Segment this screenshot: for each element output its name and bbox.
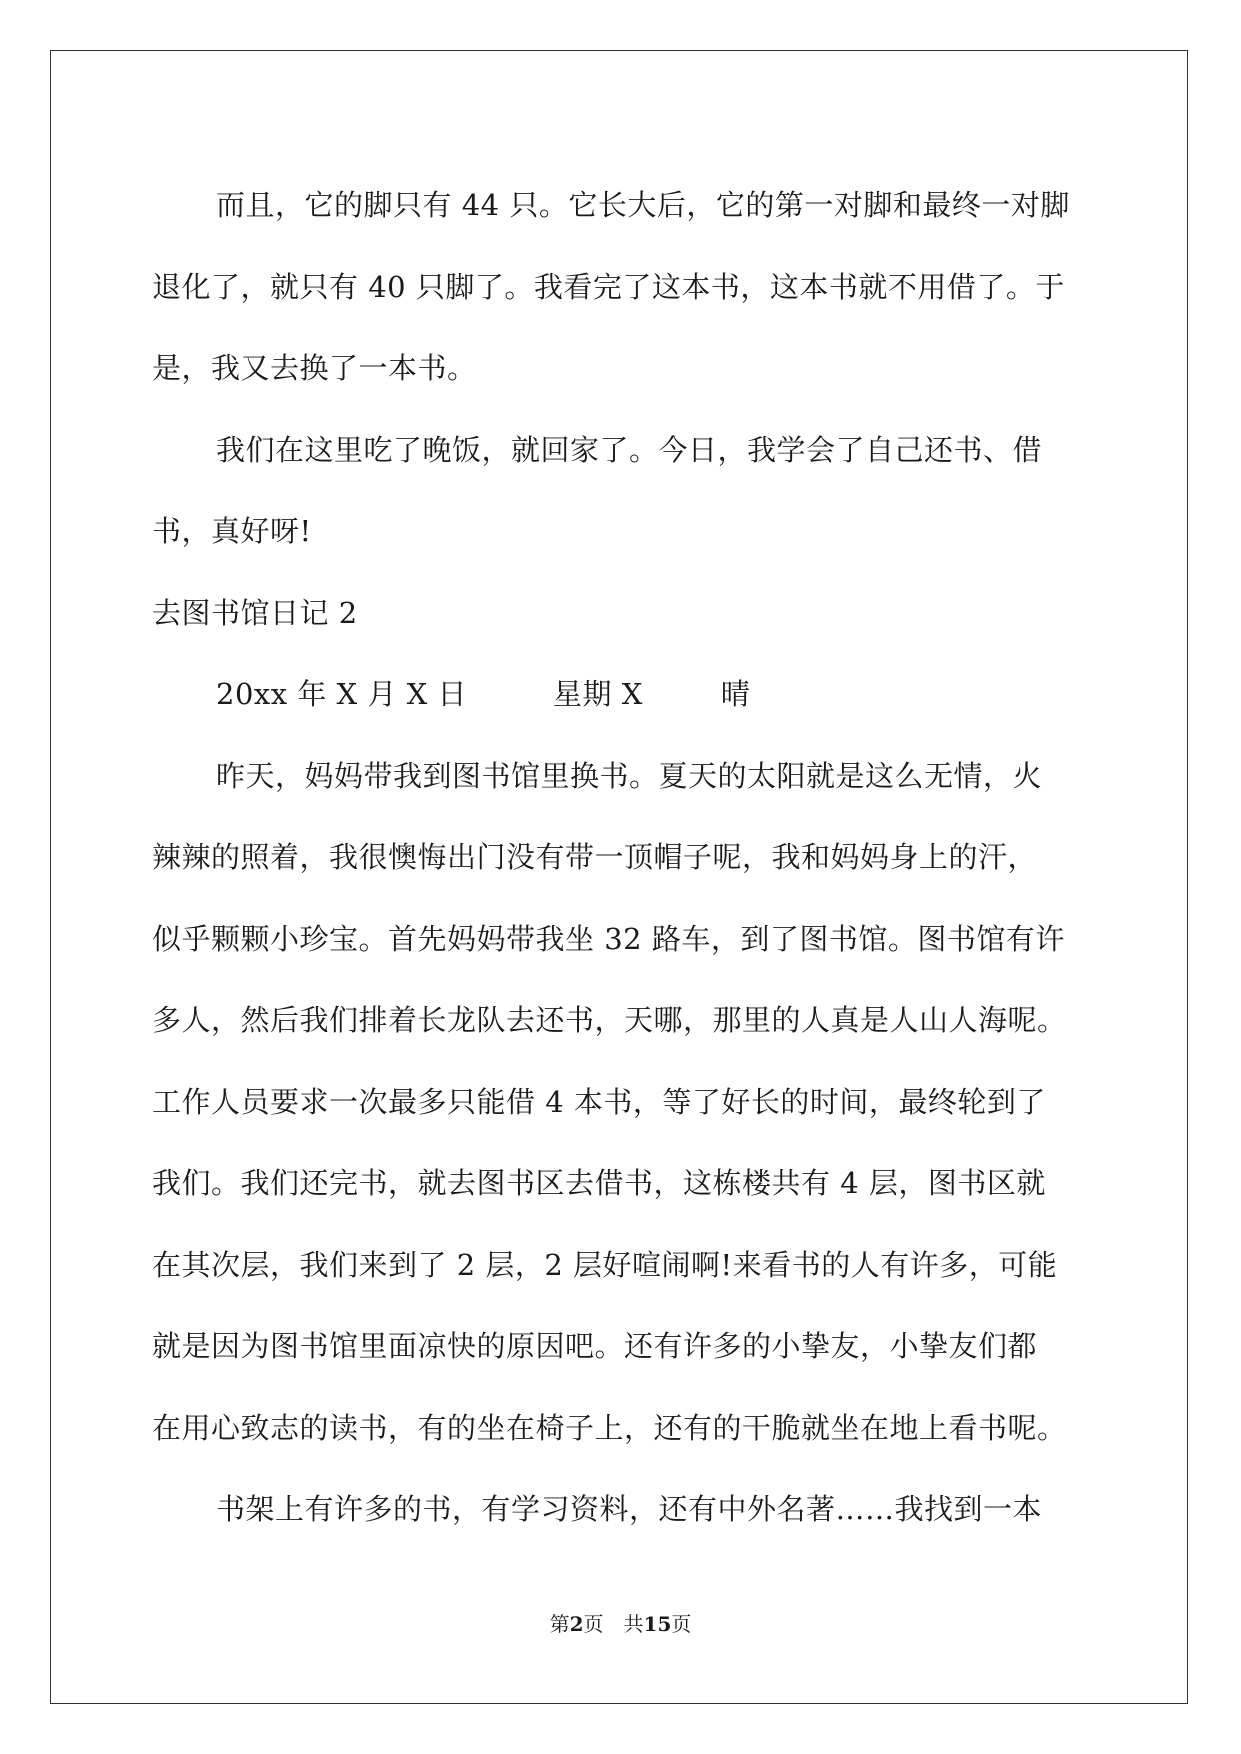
text-line: 而且，它的脚只有 44 只。它长大后，它的第一对脚和最终一对脚 xyxy=(216,188,1070,222)
text-line: 书架上有许多的书，有学习资料，还有中外名著……我找到一本 xyxy=(216,1492,1043,1526)
footer-middle: 页 共 xyxy=(583,1612,644,1636)
total-page-number: 15 xyxy=(643,1612,672,1636)
text-line: 昨天，妈妈带我到图书馆里换书。夏天的太阳就是这么无情，火 xyxy=(216,758,1043,793)
date-line xyxy=(152,654,1112,736)
weather-text: 晴 xyxy=(720,677,751,711)
text-line: 多人，然后我们排着长龙队去还书，天哪，那里的人真是人山人海呢。 xyxy=(152,1003,1067,1037)
text-line: 工作人员要求一次最多只能借 4 本书，等了好长的时间，最终轮到了 xyxy=(152,1084,1046,1119)
text-line: 退化了，就只有 40 只脚了。我看完了这本书，这本书就不用借了。于 xyxy=(152,269,1065,304)
footer-suffix: 页 xyxy=(671,1612,692,1636)
section-heading: 去图书馆日记 2 xyxy=(152,595,358,630)
text-line: 辣辣的照着，我很懊悔出门没有带一顶帽子呢，我和妈妈身上的汗， xyxy=(152,840,1038,874)
text-line: 在其次层，我们来到了 2 层，2 层好喧闹啊!来看书的人有许多，可能 xyxy=(152,1247,1058,1282)
text-line: 似乎颗颗小珍宝。首先妈妈带我坐 32 路车，到了图书馆。图书馆有许 xyxy=(152,921,1065,956)
text-line: 我们。我们还完书，就去图书区去借书，这栋楼共有 4 层，图书区就 xyxy=(152,1166,1046,1200)
text-line: 我们在这里吃了晚饭，就回家了。今日，我学会了自己还书、借 xyxy=(216,432,1043,467)
current-page-number: 2 xyxy=(569,1612,584,1636)
text-line: 在用心致志的读书，有的坐在椅子上，还有的干脆就坐在地上看书呢。 xyxy=(152,1410,1067,1445)
weekday-text: 星期 X xyxy=(553,677,643,711)
text-line: 就是因为图书馆里面凉快的原因吧。还有许多的小挚友，小挚友们都 xyxy=(152,1329,1038,1363)
page-footer xyxy=(0,1608,1241,1637)
text-line: 是，我又去换了一本书。 xyxy=(152,351,477,385)
date-text: 20xx 年 X 月 X 日 xyxy=(216,677,467,711)
document-body xyxy=(152,165,1112,1551)
footer-prefix: 第 xyxy=(549,1612,570,1636)
text-line: 书，真好呀! xyxy=(152,514,312,548)
